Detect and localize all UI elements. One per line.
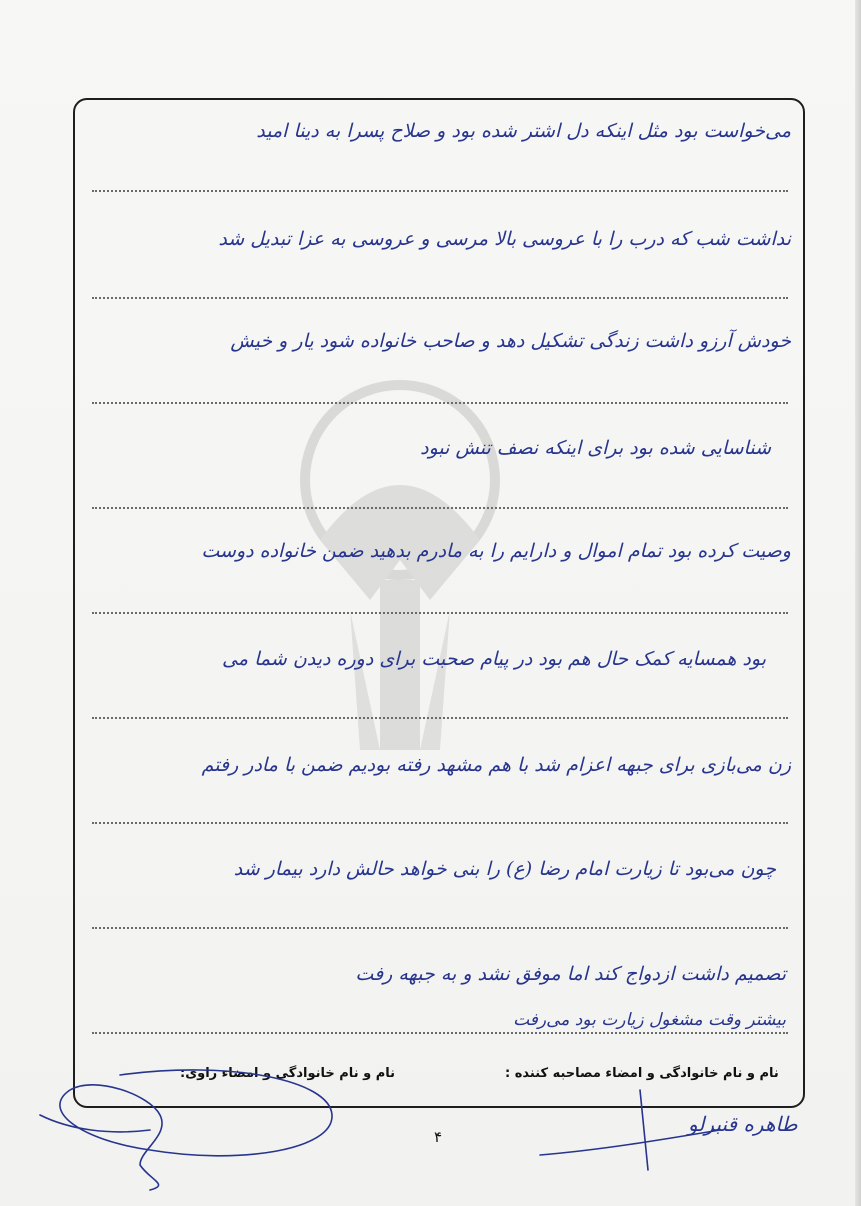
narrator-signature-tail xyxy=(40,1115,150,1132)
interviewer-signature-stroke xyxy=(640,1090,648,1170)
handwritten-line: چون می‌بود تا زیارت امام رضا (ع) را بنی خواهد حالش دارد بیمار شد xyxy=(233,858,776,880)
page-number: ۴ xyxy=(433,1128,443,1146)
narrator-signature-label: نام و نام خانوادگی و امضاء راوی: xyxy=(180,1066,395,1081)
handwritten-line: نداشت شب که درب را با عروسی بالا مرسی و عروسی به عزا تبدیل شد xyxy=(218,228,791,250)
handwritten-line: بود همسایه کمک حال هم بود در پیام صحبت برای دوره دیدن شما می xyxy=(222,648,766,670)
handwritten-line: تصمیم داشت ازدواج کند اما موفق نشد و به جبهه رفت xyxy=(355,963,786,985)
handwritten-line: شناسایی شده بود برای اینکه نصف تنش نبود xyxy=(420,437,771,459)
handwritten-line: وصیت کرده بود تمام اموال و دارایم را به مادرم بدهید ضمن خانواده دوست xyxy=(201,540,791,562)
handwritten-line: می‌خواست بود مثل اینکه دل اشتر شده بود و صلاح پسرا به دینا امید xyxy=(256,120,791,142)
narrator-signature-loop xyxy=(60,1070,332,1190)
handwritten-line: زن می‌بازی برای جبهه اعزام شد با هم مشهد رفته بودیم ضمن با مادر رفتم xyxy=(201,754,791,776)
interviewer-signature-name: طاهره قنبرلو xyxy=(688,1112,798,1136)
interviewer-signature-label: نام و نام خانوادگی و امضاء مصاحبه کننده : xyxy=(505,1066,779,1081)
handwritten-line: خودش آرزو داشت زندگی تشکیل دهد و صاحب خانواده شود یار و خیش xyxy=(230,330,791,352)
handwritten-line: بیشتر وقت مشغول زیارت بود می‌رفت xyxy=(513,1010,786,1030)
